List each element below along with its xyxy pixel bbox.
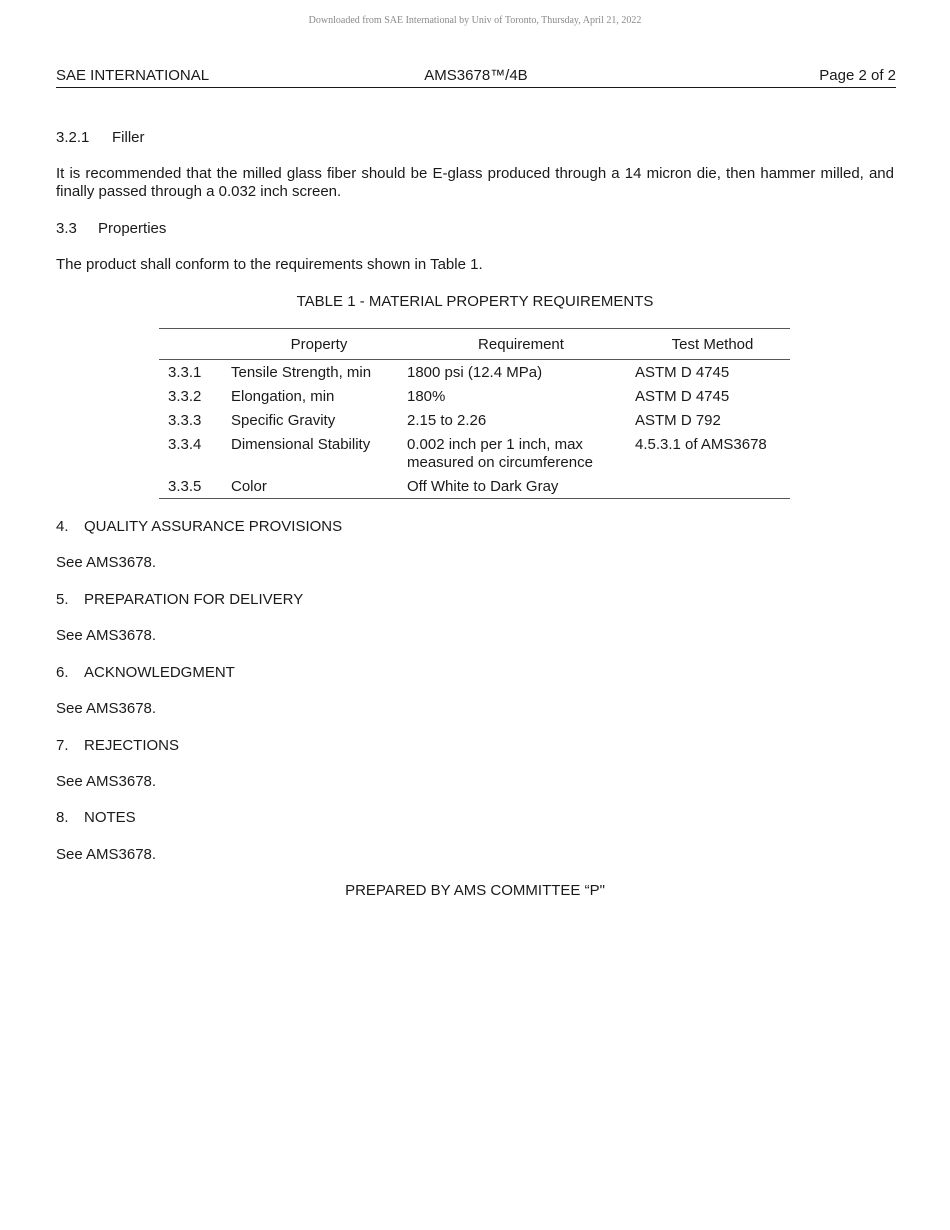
section-4-heading: 4. QUALITY ASSURANCE PROVISIONS (56, 518, 343, 535)
section-3-2-1-heading: 3.2.1 Filler (56, 129, 145, 146)
section-4-body: See AMS3678. (56, 554, 157, 571)
header-page-number: Page 2 of 2 (819, 67, 896, 84)
table-row: 3.3.3 Specific Gravity 2.15 to 2.26 ASTM D 792 (168, 412, 721, 429)
column-header-property: Property (231, 329, 407, 360)
prepared-by-committee: PREPARED BY AMS COMMITTEE “P" (345, 882, 605, 899)
column-header-test-method: Test Method (635, 329, 790, 360)
header-doc-id: AMS3678™/4B (424, 67, 528, 84)
column-header-requirement: Requirement (407, 329, 635, 360)
section-3-3-body: The product shall conform to the requirements shown in Table 1. (56, 256, 483, 273)
table-row: 3.3.4 Dimensional Stability 0.002 inch per 1 inch, max measured on circumference 4.5.3.1 of AMS3678 (168, 436, 767, 471)
section-5-heading: 5. PREPARATION FOR DELIVERY (56, 591, 304, 608)
section-3-3-heading: 3.3 Properties (56, 220, 167, 237)
header-org: SAE INTERNATIONAL (56, 67, 210, 84)
table-title: TABLE 1 - MATERIAL PROPERTY REQUIREMENTS (296, 293, 654, 310)
table-row: 3.3.5 Color Off White to Dark Gray (159, 475, 790, 499)
section-7-heading: 7. REJECTIONS (56, 737, 180, 754)
table-row: 3.3.2 Elongation, min 180% ASTM D 4745 (168, 388, 730, 405)
table-row: 3.3.1 Tensile Strength, min 1800 psi (12.4 MPa) ASTM D 4745 (168, 364, 730, 381)
section-7-body: See AMS3678. (56, 773, 157, 790)
section-8-body: See AMS3678. (56, 846, 157, 863)
page-header (56, 67, 896, 88)
section-6-heading: 6. ACKNOWLEDGMENT (56, 664, 235, 681)
section-8-heading: 8. NOTES (56, 809, 136, 826)
material-property-table (159, 328, 790, 499)
section-5-body: See AMS3678. (56, 627, 157, 644)
section-3-2-1-body: It is recommended that the milled glass fiber should be E-glass produced through a 14 micron die, then hammer milled, and finally passed through a 0.032 inch screen. (56, 165, 894, 200)
column-header-number (159, 329, 231, 360)
download-watermark: Downloaded from SAE International by Univ of Toronto, Thursday, April 21, 2022 (308, 15, 642, 26)
section-6-body: See AMS3678. (56, 700, 157, 717)
